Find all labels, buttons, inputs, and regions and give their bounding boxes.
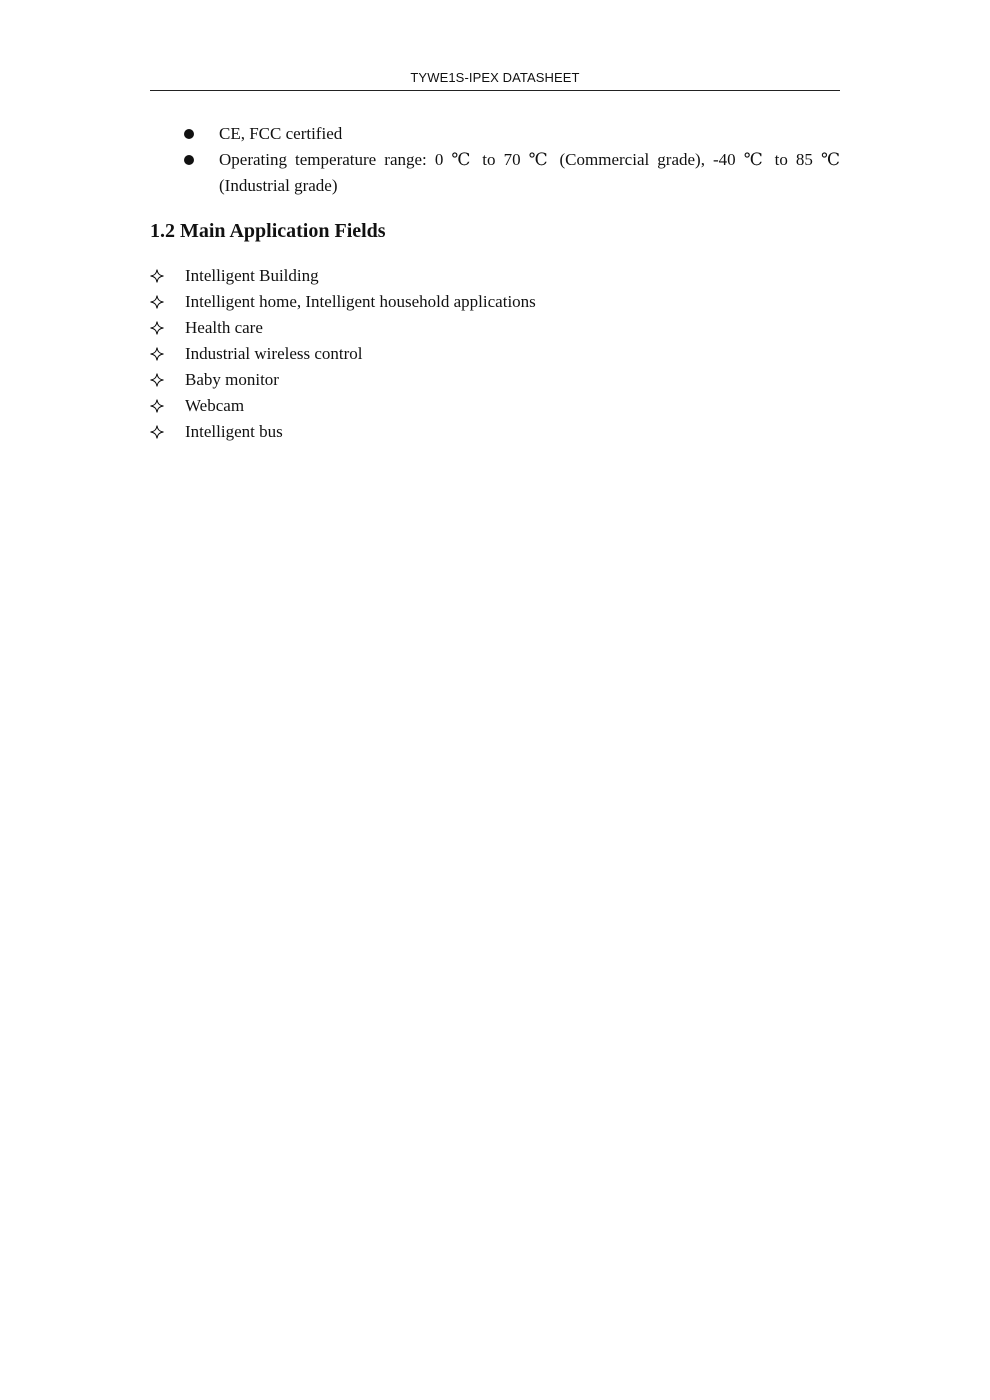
list-item-text: Baby monitor (185, 370, 279, 389)
list-item-text: Industrial wireless control (185, 344, 363, 363)
bullet-dot-icon (184, 129, 194, 139)
bullet-item (150, 147, 840, 199)
bullet-text: Operating temperature range: 0 ℃ to 70 ℃ (Commercial grade), -40 ℃ to 85 ℃ (Industrial grade) (219, 150, 840, 195)
list-item (150, 263, 536, 289)
list-item (150, 419, 536, 445)
list-item-text: Intelligent home, Intelligent household applications (185, 292, 536, 311)
list-item-text: Intelligent bus (185, 422, 283, 441)
list-item-text: Intelligent Building (185, 266, 319, 285)
application-fields-list (150, 263, 536, 445)
header-rule (150, 90, 840, 91)
list-item (150, 315, 536, 341)
bullet-text: CE, FCC certified (219, 124, 343, 143)
star-outline-icon (150, 347, 164, 361)
star-outline-icon (150, 321, 164, 335)
list-item-text: Health care (185, 318, 263, 337)
running-header: TYWE1S-IPEX DATASHEET (410, 70, 580, 85)
bullet-dot-icon (184, 155, 194, 165)
bullet-item (150, 121, 840, 147)
list-item (150, 289, 536, 315)
list-item (150, 341, 536, 367)
section-heading: 1.2 Main Application Fields (150, 220, 386, 242)
list-item (150, 367, 536, 393)
star-outline-icon (150, 295, 164, 309)
star-outline-icon (150, 399, 164, 413)
star-outline-icon (150, 269, 164, 283)
list-item-text: Webcam (185, 396, 245, 415)
star-outline-icon (150, 373, 164, 387)
feature-bullet-list (150, 121, 840, 199)
list-item (150, 393, 536, 419)
star-outline-icon (150, 425, 164, 439)
